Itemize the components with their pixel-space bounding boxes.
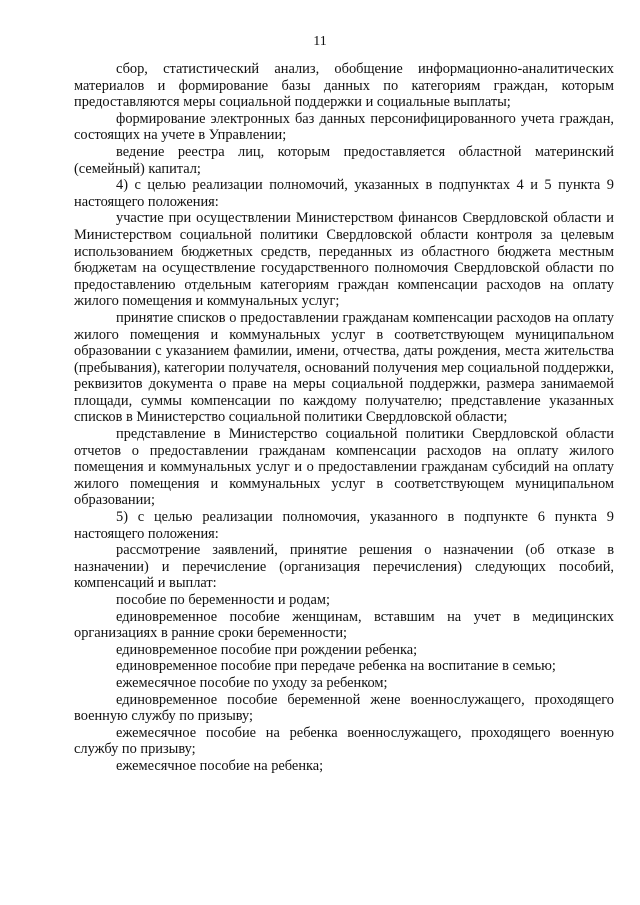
list-item: пособие по беременности и родам; bbox=[116, 592, 330, 608]
paragraph: 4) с целью реализации полномочий, указанных в подпунктах 4 и 5 пункта 9 настоящего положения: bbox=[74, 177, 614, 210]
paragraph: принятие списков о предоставлении гражданам компенсации расходов на оплату жилого помещения и коммунальных услуг в соответствующем муниципальном образовании с указанием фамилии, имени, отчества, даты рождения, места жительства (пребывания), категории получателя, оснований получения мер социальной поддержки, реквизитов документа о праве на меры социальной поддержки, размера занимаемой площади, суммы компенсации по каждому получателю; представление указанных списков в Министерство социальной политики Свердловской области; bbox=[74, 309, 614, 426]
list-item: ежемесячное пособие на ребенка; bbox=[116, 757, 324, 774]
page-number: 11 bbox=[313, 34, 327, 49]
list-item: единовременное пособие при рождении ребенка; bbox=[116, 641, 418, 658]
paragraph: 5) с целью реализации полномочия, указанного в подпункте 6 пункта 9 настоящего положения: bbox=[74, 509, 614, 542]
document-body bbox=[74, 61, 614, 775]
paragraph: участие при осуществлении Министерством финансов Свердловской области и Министерством социальной политики Свердловской области контроля за целевым использованием бюджетных средств, переданных из областного бюджета местным бюджетам на осуществление государственного полномочия Свердловской области по предоставлению отдельным категориям граждан компенсации расходов на оплату жилого помещения и коммунальных услуг; bbox=[74, 210, 614, 310]
list-item: единовременное пособие беременной жене военнослужащего, проходящего военную службу по призыву; bbox=[74, 691, 614, 725]
paragraph: рассмотрение заявлений, принятие решения о назначении (об отказе в назначении) и перечисление (организация перечисления) следующих пособий, компенсаций и выплат: bbox=[74, 542, 614, 592]
paragraph: ведение реестра лиц, которым предоставляется областной материнский (семейный) капитал; bbox=[74, 143, 614, 177]
paragraph: формирование электронных баз данных персонифицированного учета граждан, состоящих на учете в Управлении; bbox=[74, 110, 614, 144]
paragraph: сбор, статистический анализ, обобщение информационно-аналитических материалов и формирование базы данных по категориям граждан, которым предоставляются меры социальной поддержки и социальные выплаты; bbox=[74, 61, 614, 111]
paragraph: представление в Министерство социальной политики Свердловской области отчетов о предоставлении гражданам компенсации расходов на оплату жилого помещения и коммунальных услуг и о предоставлении гражданам субсидий на оплату жилого помещения и коммунальных услуг в соответствующем муниципальном образовании; bbox=[74, 426, 614, 509]
list-item: ежемесячное пособие на ребенка военнослужащего, проходящего военную службу по призыву; bbox=[74, 724, 614, 758]
list-item: ежемесячное пособие по уходу за ребенком; bbox=[116, 674, 388, 691]
list-item: единовременное пособие женщинам, вставшим на учет в медицинских организациях в ранние сроки беременности; bbox=[74, 608, 614, 642]
list-item: единовременное пособие при передаче ребенка на воспитание в семью; bbox=[116, 658, 556, 675]
